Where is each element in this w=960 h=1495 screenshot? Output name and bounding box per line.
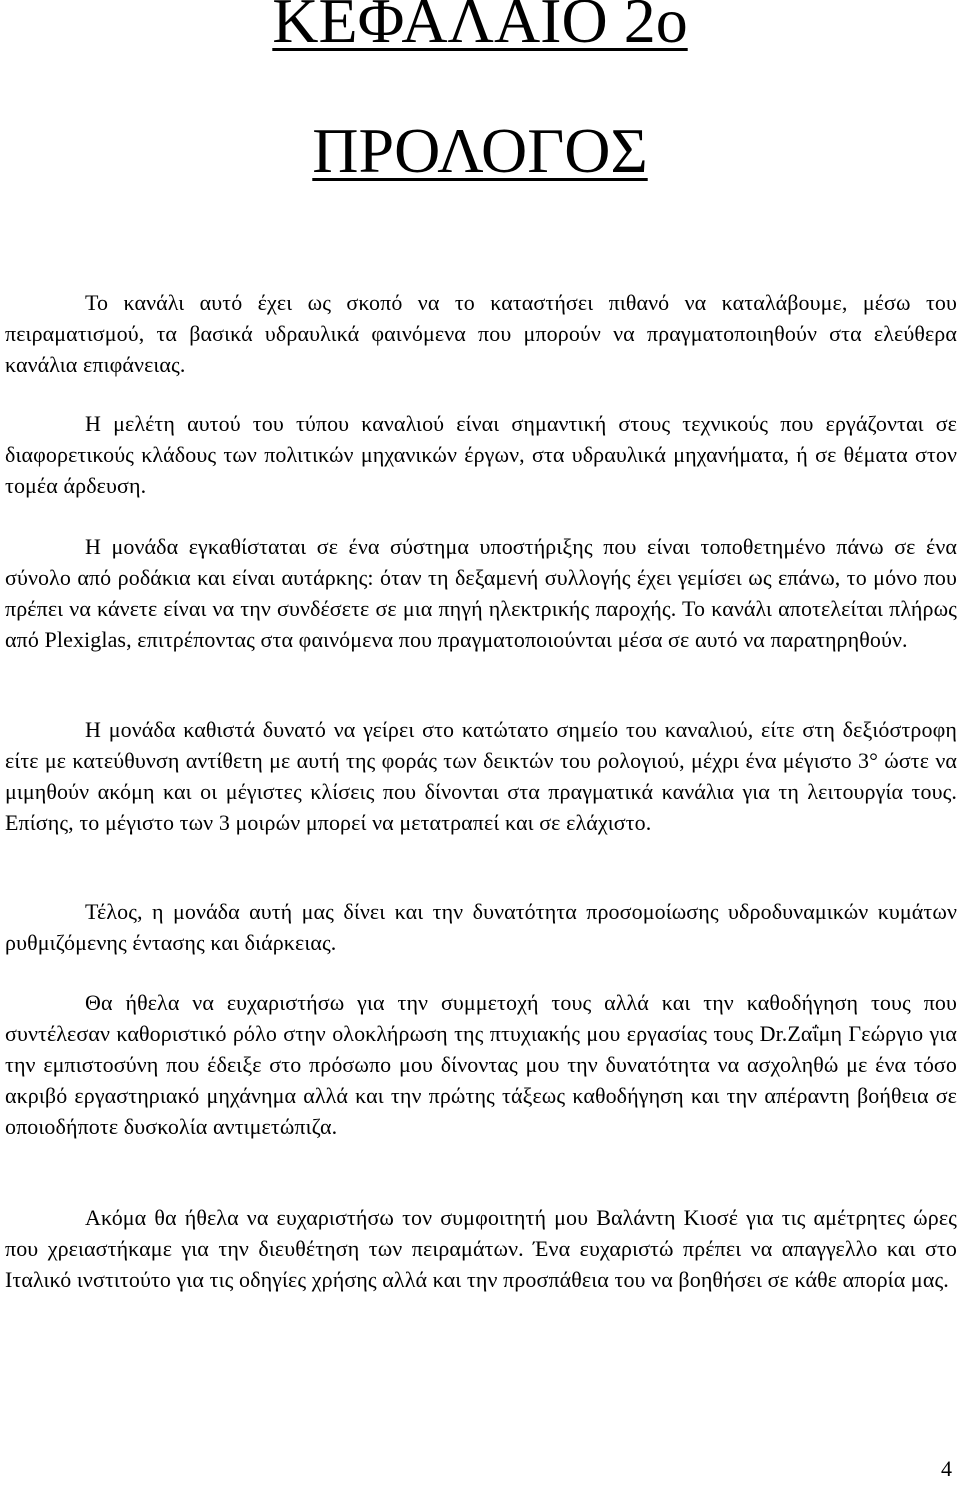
- paragraph-acknowledgement-colleague: Ακόμα θα ήθελα να ευχαριστήσω τον συμφοιτητή μου Βαλάντη Κιοσέ για τις αμέτρητες ώρες που χρειαστήκαμε για την διευθέτηση των πειραμάτων. Ένα ευχαριστώ πρέπει να απαγγελλο και στο Ιταλικό ινστιτούτο για τις οδηγίες χρήσης αλλά και την προσπάθεια του να βοηθήσει σε κάθε απορία μας.: [5, 1205, 957, 1292]
- paragraph-installation: Η μονάδα εγκαθίσταται σε ένα σύστημα υποστήριξης που είναι τοποθετημένο πάνω σε ένα σύνολο από ροδάκια και είναι αυτάρκης: όταν τη δεξαμενή συλλογής έχει γεμίσει ως επάνω, το μόνο που πρέπει να κάνετε είναι να την συνδέσετε σε μια πηγή ηλεκτρικής παροχής. Το κανάλι αποτελείται πλήρως από Plexiglas, επιτρέποντας στα φαινόμενα που πραγματοποιούνται μέσα σε αυτό να παρατηρηθούν.: [5, 534, 957, 652]
- section-title-text: ΠΡΟΛΟΓΟΣ: [312, 115, 648, 186]
- chapter-title: [0, 0, 960, 56]
- paragraph-importance: Η μελέτη αυτού του τύπου καναλιού είναι σημαντική στους τεχνικούς που εργάζονται σε διαφορετικούς κλάδους των πολιτικών μηχανικών έργων, στα υδραυλικά μηχανήματα, ή σε θέματα στον τομέα άρδευση.: [5, 411, 957, 498]
- chapter-title-text: ΚΕΦΑΛΑΙΟ 2ο: [272, 0, 688, 56]
- paragraph-tilt: Η μονάδα καθιστά δυνατό να γείρει στο κατώτατο σημείο του καναλιού, είτε στη δεξιόστροφη είτε με κατεύθυνση αντίθετη με αυτή της φοράς των δεικτών του ρολογιού, μέχρι ένα μέγιστο 3° ώστε να μιμηθούν ακόμη και οι μέγιστες κλίσεις που δίνονται στα πραγματικά κανάλια για τη λειτουργία τους. Επίσης, το μέγιστο των 3 μοιρών μπορεί να μετατραπεί και σε ελάχιστο.: [5, 717, 957, 835]
- paragraph-acknowledgement-supervisor: Θα ήθελα να ευχαριστήσω για την συμμετοχή τους αλλά και την καθοδήγηση τους που συντέλεσαν καθοριστικό ρόλο στην ολοκλήρωση της πτυχιακής μου εργασίας τους Dr.Ζαΐμη Γεώργιο για την εμπιστοσύνη που έδειξε στο πρόσωπο μου δίνοντας μου την δυνατότητα να ασχοληθώ με ένα τόσο ακριβό εργαστηριακό μηχάνημα αλλά και την πρώτης τάξεως καθοδήγηση και την απέραντη βοήθεια σε οποιοδήποτε δυσκολία αντιμετώπιζα.: [5, 990, 957, 1139]
- paragraph-purpose: Το κανάλι αυτό έχει ως σκοπό να το καταστήσει πιθανό να καταλάβουμε, μέσω του πειραματισμού, τα βασικά υδραυλικά φαινόμενα που μπορούν να πραγματοποιηθούν στα ελεύθερα κανάλια επιφάνειας.: [5, 290, 957, 377]
- section-title: [0, 116, 960, 186]
- paragraph-waves: Τέλος, η μονάδα αυτή μας δίνει και την δυνατότητα προσομοίωσης υδροδυναμικών κυμάτων ρυθμιζόμενης έντασης και διάρκειας.: [5, 899, 957, 955]
- page-number: 4: [941, 1456, 952, 1481]
